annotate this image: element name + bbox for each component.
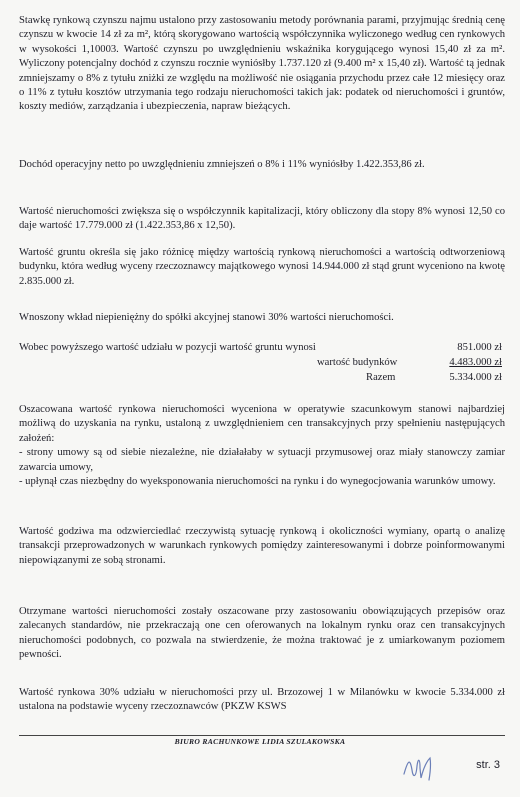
- paragraph-capitalization: Wartość nieruchomości zwiększa się o współczynnik kapitalizacji, który obliczony dla stopy 8% wynosi 12,50 co daje wartość 17.779.000 zł (1.422.353,86 x 12,50).: [19, 206, 505, 232]
- paragraph-rent-rate: Stawkę rynkową czynszu najmu ustalono przy zastosowaniu metody porównania parami, przyjmując średnią cenę czynszu w kwocie 14 zł za m², którą skorygowano wartością współczynnika wyliczonego według cen rynkowych w wysokości 1,10003. Wartość czynszu po uwzględnieniu wskaźnika korygującego wynosi 15,40 zł za m². Wyliczony potencjalny dochód z czynszu rocznie wyniósłby 1.737.120 zł (9.400 m² x 15,40 zł). Wartość tą jednak zmniejszamy o 8% z tytułu zniżki ze względu na możliwość nie osiągania przychodu przez całe 12 miesięcy oraz o 11% z tytułu kosztów utrzymania tego rodzaju nieruchomości takich jak: podatek od nieruchomości i gruntów, koszty mediów, zarządzania i ubezpieczenia, napraw bieżących.: [19, 15, 505, 113]
- paragraph-net-operating-income: Dochód operacyjny netto po uwzględnieniu zmniejszeń o 8% i 11% wyniósłby 1.422.353,86 zł.: [19, 159, 425, 170]
- value-amount-buildings: 4.483.000 zł: [449, 357, 502, 368]
- footer-office-name: BIURO RACHUNKOWE LIDIA SZULAKOWSKA: [174, 737, 346, 746]
- value-amount-total: 5.334.000 zł: [449, 372, 502, 383]
- paragraph-market-assumptions: Oszacowana wartość rynkowa nieruchomości wyceniona w operatywie szacunkowym stanowi najbardziej możliwą do uzyskania na rynku, ustaloną z uwzględnieniem cen transakcyjnych przy spełnieniu następujących założeń: - strony umowy są od siebie niezależne, nie działałaby w sytuacji przymusowej oraz miały stanowczy zamiar zawarcia umowy, - upłynął czas niezbędny do wyeksponowania nieruchomości na rynku i do wynegocjowania warunków umowy.: [19, 404, 505, 488]
- footer-divider: [19, 735, 505, 736]
- signature-mark: [400, 752, 438, 784]
- value-label-total: Razem: [366, 372, 396, 383]
- paragraph-land-value: Wartość gruntu określa się jako różnicę między wartością rynkową nieruchomości a wartością odtworzeniową budynku, która według wyceny rzeczoznawcy majątkowego wynosi 14.944.000 zł stąd grunt wyceniono na kwotę 2.835.000 zł.: [19, 247, 505, 287]
- value-label-land: Wobec powyższego wartość udziału w pozycji wartość gruntu wynosi: [19, 342, 316, 353]
- paragraph-fair-value: Wartość godziwa ma odzwierciedlać rzeczywistą sytuację rynkową i okoliczności wymiany, opartą o analizę transakcji przeprowadzonych w warunkach rynkowych pomiędzy zainteresowanymi i dobrze poinformowanymi niepowiązanymi ze sobą stronami.: [19, 526, 505, 566]
- value-amount-land: 851.000 zł: [457, 342, 502, 353]
- paragraph-estimation-standards: Otrzymane wartości nieruchomości zostały oszacowane przy zastosowaniu obowiązujących przepisów oraz zalecanych standardów, nie przekraczają one cen oferowanych na lokalnym rynku oraz cen transakcyjnych nieruchomości podobnych, co pozwala na stwierdzenie, że można traktować je z umiarkowanym poziomem pewności.: [19, 606, 505, 661]
- paragraph-share-value: Wartość rynkowa 30% udziału w nieruchomości przy ul. Brzozowej 1 w Milanówku w kwocie 5.334.000 zł ustalona na podstawie wyceny rzeczoznawców (PKZW KSWS: [19, 687, 505, 713]
- page-number: str. 3: [476, 759, 500, 771]
- paragraph-contribution: Wnoszony wkład niepieniężny do spółki akcyjnej stanowi 30% wartości nieruchomości.: [19, 312, 394, 323]
- value-label-buildings: wartość budynków: [317, 357, 398, 368]
